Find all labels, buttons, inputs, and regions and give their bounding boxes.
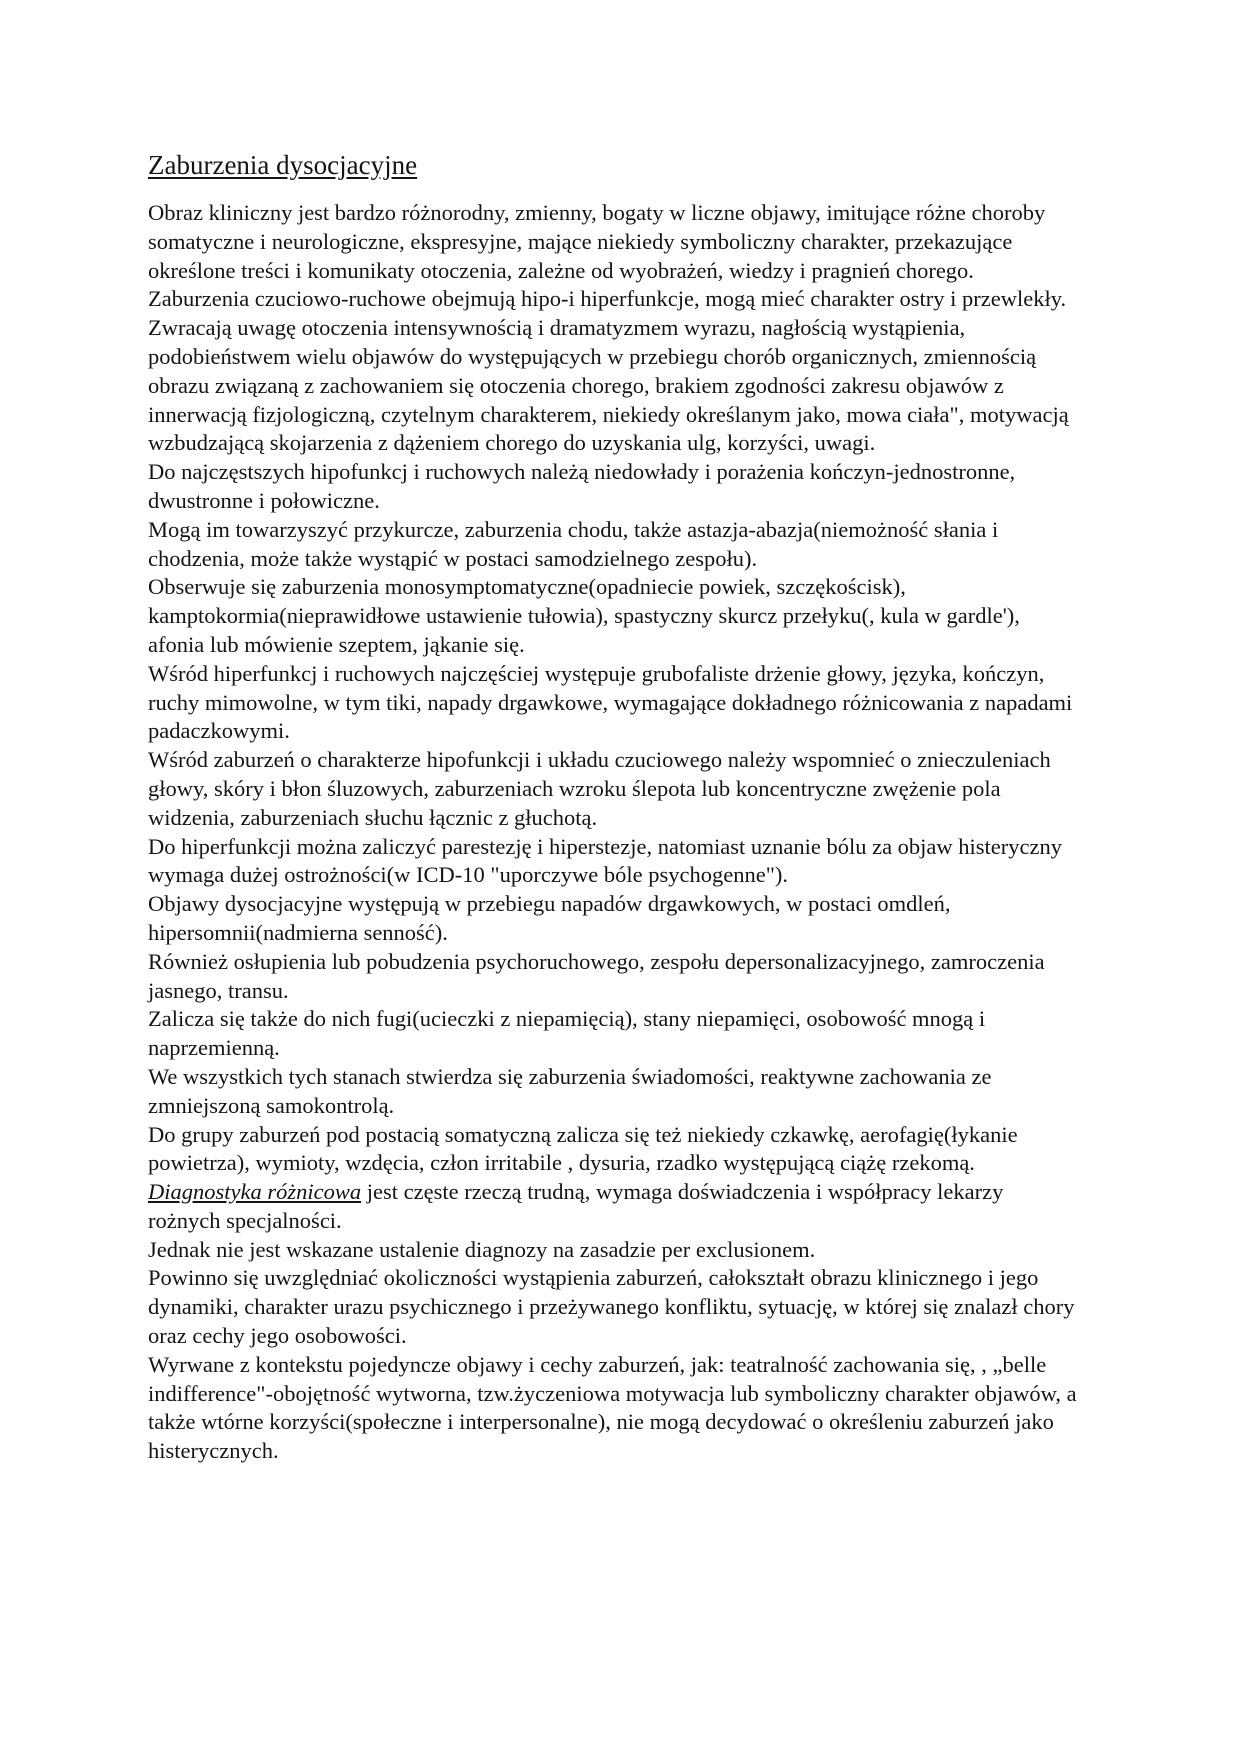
paragraph: Zaburzenia czuciowo-ruchowe obejmują hipo-i hiperfunkcje, mogą mieć charakter ostry i przewlekły. — [148, 286, 1067, 312]
paragraph: Wśród hiperfunkcj i ruchowych najczęściej występuje grubofaliste drżenie głowy, języka, kończyn, ruchy mimowolne, w tym tiki, napady drgawkowe, wymagające dokładnego różnicowania z napadami padaczkowymi. — [148, 660, 1073, 744]
document-body — [148, 143, 1078, 1466]
paragraph: Do najczęstszych hipofunkcj i ruchowych należą niedowłady i porażenia kończyn-jednostronne, dwustronne i połowiczne. — [148, 459, 1016, 513]
paragraph: Do grupy zaburzeń pod postacią somatyczną zalicza się też niekiedy czkawkę, aerofagię(łykanie powietrza), wymioty, wzdęcia, człon irritabile , dysuria, rzadko występującą ciążę rzekomą. — [148, 1121, 1018, 1176]
paragraph: Również osłupienia lub pobudzenia psychoruchowego, zespołu depersonalizacyjnego, zamroczenia jasnego, transu. — [148, 948, 1045, 1003]
diagnostics-paragraph — [148, 1178, 1078, 1236]
paragraph: Wśród zaburzeń o charakterze hipofunkcji i układu czuciowego należy wspomnieć o znieczuleniach głowy, skóry i błon śluzowych, zaburzeniach wzroku ślepota lub koncentryczne zwężenie pola widzenia, zaburzeniach słuchu łącznic z głuchotą. — [148, 747, 1051, 830]
paragraph: Zalicza się także do nich fugi(ucieczki z niepamięcią), stany niepamięci, osobowość mnogą i naprzemienną. — [148, 1006, 986, 1061]
diagnostics-text: jest częste rzeczą trudną, wymaga doświadczenia i współpracy lekarzy rożnych specjalności. — [148, 1179, 1004, 1233]
paragraph: Do hiperfunkcji można zaliczyć parestezję i hiperstezje, natomiast uznanie bólu za objaw histeryczny wymaga dużej ostrożności(w ICD-10 "uporczywe bóle psychogenne"). — [148, 833, 1062, 888]
paragraph: Powinno się uwzględniać okoliczności wystąpienia zaburzeń, całokształt obrazu klinicznego i jego dynamiki, charakter urazu psychicznego i przeżywanego konfliktu, sytuację, w której się znalazł chory oraz cechy jego osobowości. — [148, 1265, 1075, 1349]
paragraph: Obraz kliniczny jest bardzo różnorodny, zmienny, bogaty w liczne objawy, imitujące różne choroby somatyczne i neurologiczne, ekspresyjne, mające niekiedy symboliczny charakter, przekazujące określone treści i komunikaty otoczenia, zależne od wyobrażeń, wiedzy i pragnień chorego. — [148, 200, 1046, 283]
paragraph: Jednak nie jest wskazane ustalenie diagnozy na zasadzie per exclusionem. — [148, 1236, 816, 1262]
page-title: Zaburzenia dysocjacyjne — [148, 150, 418, 180]
paragraph: Wyrwane z kontekstu pojedyncze objawy i cechy zaburzeń, jak: teatralność zachowania się, , „belle indifference"-obojętność wytworna, tzw.życzeniowa motywacja lub symboliczny charakter objawów, a także wtórne korzyści(społeczne i interpersonalne), nie mogą decydować o określeniu zaburzeń jako histerycznych. — [148, 1351, 1077, 1464]
paragraph: Objawy dysocjacyjne występują w przebiegu napadów drgawkowych, w postaci omdleń, hipersomnii(nadmierna senność). — [148, 891, 951, 945]
diagnostics-heading: Diagnostyka różnicowa — [148, 1179, 362, 1205]
paragraph: We wszystkich tych stanach stwierdza się zaburzenia świadomości, reaktywne zachowania ze zmniejszoną samokontrolą. — [148, 1063, 992, 1118]
paragraph: Mogą im towarzyszyć przykurcze, zaburzenia chodu, także astazja-abazja(niemożność słania i chodzenia, może także wystąpić w postaci samodzielnego zespołu). — [148, 516, 999, 571]
paragraph: Zwracają uwagę otoczenia intensywnością i dramatyzmem wyrazu, nagłością wystąpienia, podobieństwem wielu objawów do występujących w przebiegu chorób organicznych, zmiennością obrazu związaną z zachowaniem się otoczenia chorego, brakiem zgodności zakresu objawów z innerwacją fizjologiczną, czytelnym charakterem, niekiedy określanym jako, mowa ciała", motywacją wzbudzającą skojarzenia z dążeniem chorego do uzyskania ulg, korzyści, uwagi. — [148, 315, 1069, 456]
paragraph: Obserwuje się zaburzenia monosymptomatyczne(opadniecie powiek, szczękościsk), kamptokormia(nieprawidłowe ustawienie tułowia), spastyczny skurcz przełyku(, kula w gardle'), afonia lub mówienie szeptem, jąkanie się. — [148, 574, 1020, 657]
